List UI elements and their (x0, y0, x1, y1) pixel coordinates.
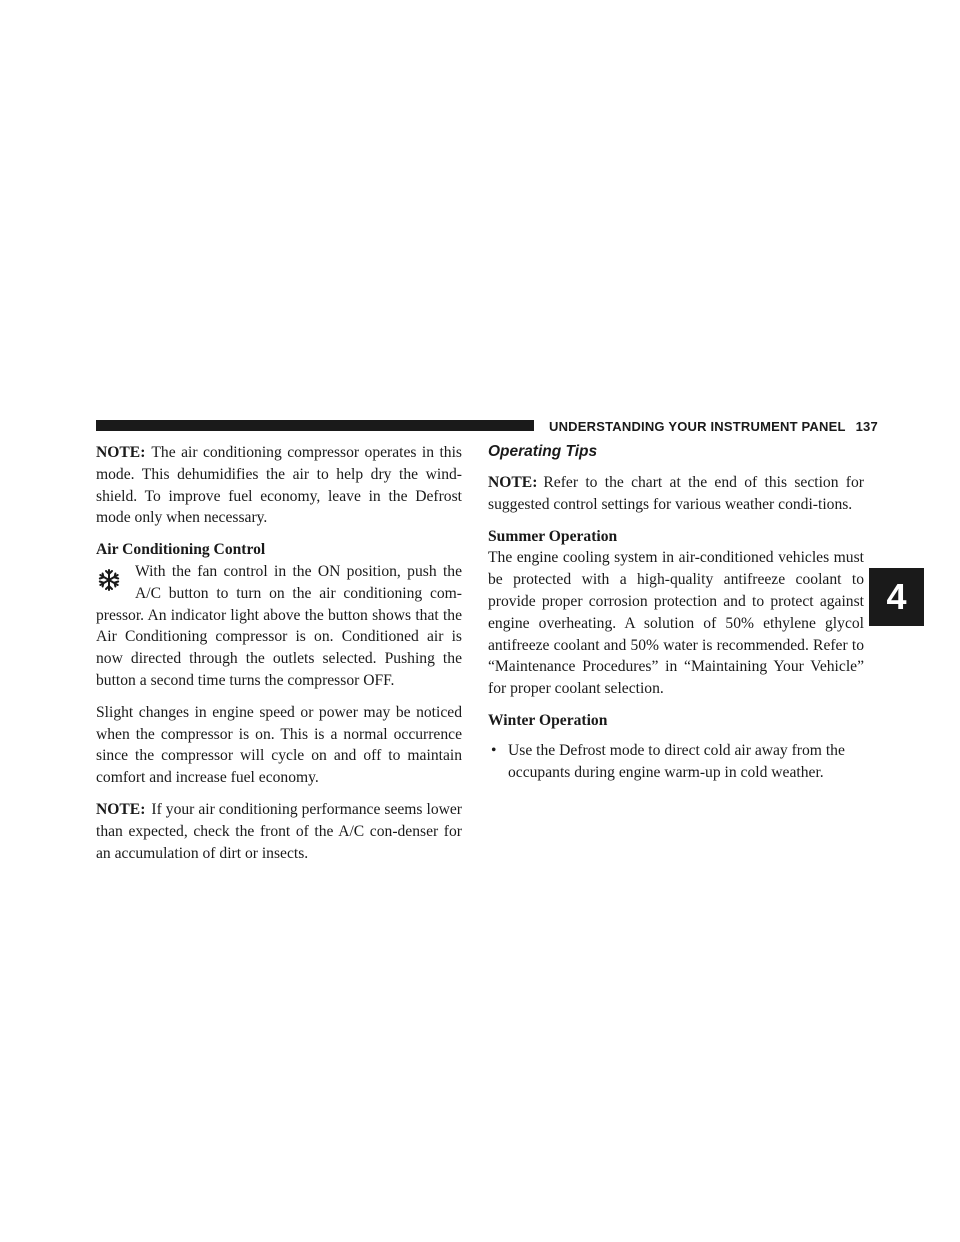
note-text: The air conditioning compressor operates in this mode. This dehumidifies the air to help dry the wind-shield. To improve fuel economy, leave in the Defrost mode only when necessary. (96, 444, 462, 527)
note-paragraph (96, 442, 462, 529)
list-item (488, 740, 864, 784)
right-column (488, 442, 864, 783)
note-paragraph-2 (96, 799, 462, 864)
tips-note-paragraph (488, 472, 864, 516)
left-column (96, 442, 462, 874)
chapter-tab: 4 (869, 568, 924, 626)
note-label-2: NOTE: (96, 800, 146, 818)
page-number: 137 (855, 419, 878, 434)
header-rule (96, 420, 534, 431)
summer-heading: Summer Operation (488, 527, 618, 545)
winter-heading: Winter Operation (488, 711, 608, 729)
ac-control-heading: Air Conditioning Control (96, 541, 266, 559)
snowflake-icon (96, 567, 122, 593)
running-header (549, 418, 878, 436)
tips-note-label: NOTE: (488, 474, 538, 491)
note-text-2: If your air conditioning performance seems lower than expected, check the front of the A/C con-denser for an accumulation of dirt or insects. (96, 800, 462, 862)
compressor-paragraph: Slight changes in engine speed or power may be noticed when the compressor is on. This is a normal occurrence since the compressor will cycle on and off to maintain comfort and increase fuel economy. (96, 703, 462, 787)
summer-paragraph: The engine cooling system in air-conditioned vehicles must be protected with a high-quality antifreeze coolant to provide proper corrosion protection and to protect against engine overheating. A solution of 50% ethylene glycol antifreeze coolant and 50% water is recommended. Refer to “Maintenance Procedures” in “Maintaining Your Vehicle” for proper coolant selection. (488, 549, 864, 698)
tips-note-text: Refer to the chart at the end of this section for suggested control settings for various weather condi-tions. (488, 474, 864, 513)
ac-control-paragraph (96, 561, 462, 692)
header-title: UNDERSTANDING YOUR INSTRUMENT PANEL (549, 419, 846, 434)
ac-control-text: With the fan control in the ON position, push the A/C button to turn on the air conditioning com-pressor. An indicator light above the button shows that the Air Conditioning compressor is on. Conditioned air is now directed through the outlets selected. Pushing the button a second time turns the compressor OFF. (96, 562, 462, 689)
note-label: NOTE: (96, 444, 146, 461)
list-item-text: Use the Defrost mode to direct cold air away from the occupants during engine warm-up in cold weather. (508, 741, 845, 781)
operating-tips-heading: Operating Tips (488, 443, 598, 460)
bullet-icon: • (491, 741, 497, 759)
